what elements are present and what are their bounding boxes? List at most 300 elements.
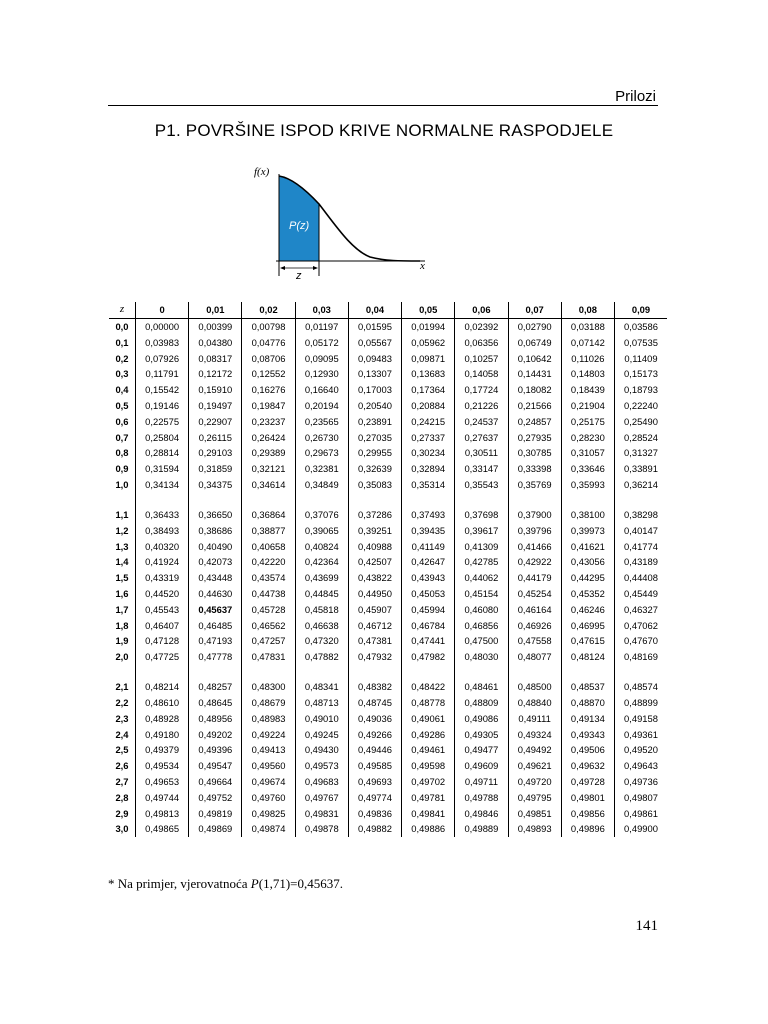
table-cell: 0,38100 [561, 493, 614, 523]
table-row [109, 602, 667, 618]
table-cell: 0,15542 [136, 382, 189, 398]
table-cell: 0,36864 [242, 493, 295, 523]
table-body [109, 319, 667, 838]
row-z-label: 0,6 [115, 415, 129, 427]
table-cell: 0,05567 [348, 335, 401, 351]
table-cell: 0,41621 [561, 539, 614, 555]
table-cell: 0,45449 [614, 586, 667, 602]
table-cell: 0,48382 [348, 665, 401, 695]
table-cell: 0,06749 [508, 335, 561, 351]
table-cell: 0,47193 [189, 633, 242, 649]
table-cell: 0,46712 [348, 618, 401, 634]
table-row [109, 618, 667, 634]
table-cell: 0,33646 [561, 461, 614, 477]
table-cell: 0,48899 [614, 695, 667, 711]
table-cell: 0,43699 [295, 570, 348, 586]
table-cell: 0,48257 [189, 665, 242, 695]
table-cell: 0,49856 [561, 806, 614, 822]
table-cell: 0,48809 [455, 695, 508, 711]
table-cell: 0,36650 [189, 493, 242, 523]
table-cell: 0,32381 [295, 461, 348, 477]
column-header: 0,04 [348, 302, 401, 319]
table-cell: 0,49886 [402, 821, 455, 837]
table-cell: 0,17724 [455, 382, 508, 398]
footnote-prefix: * Na primjer, vjerovatnoća [108, 876, 251, 891]
table-cell: 0,34134 [136, 477, 189, 493]
header-section-label: Prilozi [615, 88, 656, 105]
table-cell: 0,44845 [295, 586, 348, 602]
table-row [109, 523, 667, 539]
table-cell: 0,16276 [242, 382, 295, 398]
footnote-suffix: (1,71)=0,45637. [258, 876, 343, 891]
table-cell: 0,49086 [455, 711, 508, 727]
table-cell: 0,42073 [189, 554, 242, 570]
table-cell: 0,46926 [508, 618, 561, 634]
table-cell: 0,46562 [242, 618, 295, 634]
table-cell: 0,46407 [136, 618, 189, 634]
table-cell: 0,13683 [402, 366, 455, 382]
table-cell: 0,49760 [242, 790, 295, 806]
table-cell: 0,39796 [508, 523, 561, 539]
table-cell: 0,23565 [295, 414, 348, 430]
table-cell: 0,49825 [242, 806, 295, 822]
table-cell: 0,39617 [455, 523, 508, 539]
table-cell: 0,44295 [561, 570, 614, 586]
z-column-header: z [109, 302, 136, 319]
table-cell: 0,43189 [614, 554, 667, 570]
table-cell: 0,47882 [295, 649, 348, 665]
table-cell: 0,28524 [614, 430, 667, 446]
table-cell: 0,47500 [455, 633, 508, 649]
table-cell: 0,48870 [561, 695, 614, 711]
normal-distribution-table [109, 302, 667, 837]
table-cell: 0,25490 [614, 414, 667, 430]
table-row [109, 539, 667, 555]
table-cell: 0,36433 [136, 493, 189, 523]
table-cell: 0,42364 [295, 554, 348, 570]
table-cell: 0,21904 [561, 398, 614, 414]
table-cell: 0,48500 [508, 665, 561, 695]
table-cell: 0,35083 [348, 477, 401, 493]
table-cell: 0,49693 [348, 774, 401, 790]
table-cell: 0,49893 [508, 821, 561, 837]
table-cell: 0,49683 [295, 774, 348, 790]
table-cell: 0,12930 [295, 366, 348, 382]
row-z-label: 2,6 [115, 760, 129, 772]
table-row [109, 445, 667, 461]
y-axis-label: f(x) [254, 166, 270, 178]
table-cell: 0,48422 [402, 665, 455, 695]
table-cell: 0,48574 [614, 665, 667, 695]
table-cell: 0,08706 [242, 351, 295, 367]
table-cell: 0,47982 [402, 649, 455, 665]
table-cell: 0,40658 [242, 539, 295, 555]
table-cell: 0,07142 [561, 335, 614, 351]
table-cell: 0,45543 [136, 602, 189, 618]
table-cell: 0,27035 [348, 430, 401, 446]
column-header: 0,01 [189, 302, 242, 319]
table-cell: 0,48983 [242, 711, 295, 727]
table-cell: 0,20194 [295, 398, 348, 414]
table-row [109, 821, 667, 837]
table-cell: 0,46080 [455, 602, 508, 618]
shaded-area-pz [279, 176, 319, 261]
page-title: P1. POVRŠINE ISPOD KRIVE NORMALNE RASPODJELE [154, 121, 614, 140]
table-cell: 0,07535 [614, 335, 667, 351]
table-cell: 0,00798 [242, 319, 295, 335]
table-cell: 0,49744 [136, 790, 189, 806]
table-cell: 0,08317 [189, 351, 242, 367]
table-cell: 0,49781 [402, 790, 455, 806]
table-cell: 0,49134 [561, 711, 614, 727]
table-cell: 0,04380 [189, 335, 242, 351]
column-header: 0,09 [614, 302, 667, 319]
table-cell: 0,49795 [508, 790, 561, 806]
table-cell: 0,25804 [136, 430, 189, 446]
table-cell: 0,49865 [136, 821, 189, 837]
table-row [109, 477, 667, 493]
table-cell: 0,37493 [402, 493, 455, 523]
table-cell: 0,03983 [136, 335, 189, 351]
table-cell: 0,49869 [189, 821, 242, 837]
table-cell: 0,49430 [295, 742, 348, 758]
table-cell: 0,49245 [295, 727, 348, 743]
table-cell: 0,26115 [189, 430, 242, 446]
table-cell: 0,45254 [508, 586, 561, 602]
table-cell: 0,49396 [189, 742, 242, 758]
table-cell: 0,48713 [295, 695, 348, 711]
table-cell: 0,42785 [455, 554, 508, 570]
table-cell: 0,49202 [189, 727, 242, 743]
table-cell: 0,49446 [348, 742, 401, 758]
table-cell: 0,34849 [295, 477, 348, 493]
footnote-symbol: P [250, 876, 259, 891]
table-cell: 0,47128 [136, 633, 189, 649]
row-z-label: 0,1 [115, 336, 129, 348]
table-cell: 0,48645 [189, 695, 242, 711]
table-cell: 0,07926 [136, 351, 189, 367]
table-cell: 0,49632 [561, 758, 614, 774]
table-cell: 0,49664 [189, 774, 242, 790]
table-cell: 0,49534 [136, 758, 189, 774]
table-cell: 0,24215 [402, 414, 455, 430]
table-row [109, 493, 667, 523]
table-cell: 0,35314 [402, 477, 455, 493]
table-cell: 0,49379 [136, 742, 189, 758]
table-cell: 0,48610 [136, 695, 189, 711]
table-cell: 0,49305 [455, 727, 508, 743]
table-cell: 0,47558 [508, 633, 561, 649]
table-cell: 0,48840 [508, 695, 561, 711]
table-row [109, 366, 667, 382]
row-z-label: 3,0 [115, 823, 129, 835]
table-cell: 0,27637 [455, 430, 508, 446]
table-cell: 0,33891 [614, 461, 667, 477]
table-cell: 0,10642 [508, 351, 561, 367]
table-cell: 0,14803 [561, 366, 614, 382]
table-cell: 0,34614 [242, 477, 295, 493]
table-cell: 0,49896 [561, 821, 614, 837]
arrowhead-left-icon [280, 266, 285, 270]
table-cell: 0,36214 [614, 477, 667, 493]
table-cell: 0,47441 [402, 633, 455, 649]
table-cell: 0,47062 [614, 618, 667, 634]
table-cell: 0,49266 [348, 727, 401, 743]
table-cell: 0,48745 [348, 695, 401, 711]
table-cell: 0,49878 [295, 821, 348, 837]
row-z-label: 2,7 [115, 775, 129, 787]
table-cell: 0,39973 [561, 523, 614, 539]
table-cell: 0,00000 [136, 319, 189, 335]
row-z-label: 2,2 [115, 696, 129, 708]
table-cell: 0,47381 [348, 633, 401, 649]
column-header: 0,06 [455, 302, 508, 319]
table-cell: 0,49846 [455, 806, 508, 822]
row-z-label: 0,5 [115, 399, 129, 411]
table-cell: 0,49547 [189, 758, 242, 774]
table-cell: 0,38686 [189, 523, 242, 539]
table-cell: 0,19497 [189, 398, 242, 414]
table-cell: 0,49861 [614, 806, 667, 822]
table-cell: 0,43943 [402, 570, 455, 586]
table-cell: 0,31859 [189, 461, 242, 477]
header-rule [108, 105, 658, 106]
table-cell: 0,22907 [189, 414, 242, 430]
table-cell: 0,15173 [614, 366, 667, 382]
table-cell: 0,40988 [348, 539, 401, 555]
table-cell: 0,40320 [136, 539, 189, 555]
row-z-label: 2,0 [115, 651, 129, 663]
table-cell: 0,45728 [242, 602, 295, 618]
table-cell: 0,02392 [455, 319, 508, 335]
table-cell: 0,44062 [455, 570, 508, 586]
table-cell: 0,13307 [348, 366, 401, 382]
column-header: 0,08 [561, 302, 614, 319]
table-cell: 0,30785 [508, 445, 561, 461]
table-cell: 0,42922 [508, 554, 561, 570]
table-cell: 0,35993 [561, 477, 614, 493]
table-cell: 0,48679 [242, 695, 295, 711]
table-cell: 0,49807 [614, 790, 667, 806]
table-cell: 0,35769 [508, 477, 561, 493]
table-cell: 0,42647 [402, 554, 455, 570]
table-cell: 0,31594 [136, 461, 189, 477]
table-cell: 0,24857 [508, 414, 561, 430]
table-cell: 0,49477 [455, 742, 508, 758]
table-cell: 0,43574 [242, 570, 295, 586]
table-cell: 0,44179 [508, 570, 561, 586]
z-label: z [296, 270, 302, 282]
table-cell: 0,39435 [402, 523, 455, 539]
table-cell: 0,12552 [242, 366, 295, 382]
table-cell: 0,47320 [295, 633, 348, 649]
table-cell: 0,49361 [614, 727, 667, 743]
table-cell: 0,46995 [561, 618, 614, 634]
table-cell: 0,49851 [508, 806, 561, 822]
table-cell: 0,49180 [136, 727, 189, 743]
table-cell: 0,49061 [402, 711, 455, 727]
table-cell: 0,03586 [614, 319, 667, 335]
table-row [109, 711, 667, 727]
table-cell: 0,11791 [136, 366, 189, 382]
row-z-label: 2,9 [115, 807, 129, 819]
table-cell: 0,11026 [561, 351, 614, 367]
table-cell: 0,41466 [508, 539, 561, 555]
table-cell: 0,49874 [242, 821, 295, 837]
table-cell: 0,43319 [136, 570, 189, 586]
table-cell: 0,44630 [189, 586, 242, 602]
table-cell: 0,49324 [508, 727, 561, 743]
table-cell: 0,49413 [242, 742, 295, 758]
table-cell: 0,27935 [508, 430, 561, 446]
table-cell: 0,28230 [561, 430, 614, 446]
column-header: 0,07 [508, 302, 561, 319]
table-cell: 0,43056 [561, 554, 614, 570]
table-cell: 0,49831 [295, 806, 348, 822]
table-cell: 0,48956 [189, 711, 242, 727]
table-cell: 0,49461 [402, 742, 455, 758]
row-z-label: 1,8 [115, 619, 129, 631]
table-cell: 0,35543 [455, 477, 508, 493]
table-cell: 0,21566 [508, 398, 561, 414]
table-row [109, 758, 667, 774]
table-cell: 0,45818 [295, 602, 348, 618]
table-row [109, 554, 667, 570]
table-cell: 0,05962 [402, 335, 455, 351]
table-cell: 0,46856 [455, 618, 508, 634]
table-cell: 0,48537 [561, 665, 614, 695]
table-cell: 0,41924 [136, 554, 189, 570]
table-cell: 0,49560 [242, 758, 295, 774]
table-cell: 0,49506 [561, 742, 614, 758]
table-cell: 0,23237 [242, 414, 295, 430]
table-cell: 0,03188 [561, 319, 614, 335]
table-cell: 0,40824 [295, 539, 348, 555]
table-cell: 0,49492 [508, 742, 561, 758]
table-cell: 0,09871 [402, 351, 455, 367]
row-z-label: 0,7 [115, 431, 129, 443]
table-row [109, 649, 667, 665]
table-row [109, 742, 667, 758]
table-cell: 0,46327 [614, 602, 667, 618]
table-cell: 0,41149 [402, 539, 455, 555]
table-cell: 0,04776 [242, 335, 295, 351]
table-cell: 0,40490 [189, 539, 242, 555]
table-cell: 0,49836 [348, 806, 401, 822]
footnote [108, 876, 343, 892]
table-cell: 0,29673 [295, 445, 348, 461]
table-cell: 0,10257 [455, 351, 508, 367]
table-cell: 0,48461 [455, 665, 508, 695]
table-cell: 0,46246 [561, 602, 614, 618]
table-cell: 0,02790 [508, 319, 561, 335]
table-cell: 0,18793 [614, 382, 667, 398]
table-cell: 0,49111 [508, 711, 561, 727]
table-row [109, 570, 667, 586]
row-z-label: 1,6 [115, 587, 129, 599]
table-cell: 0,47615 [561, 633, 614, 649]
table-cell: 0,49720 [508, 774, 561, 790]
row-z-label: 2,4 [115, 728, 129, 740]
table-cell: 0,48778 [402, 695, 455, 711]
table-cell: 0,49158 [614, 711, 667, 727]
table-row [109, 727, 667, 743]
table-cell: 0,09095 [295, 351, 348, 367]
table-cell: 0,48341 [295, 665, 348, 695]
table-cell: 0,49788 [455, 790, 508, 806]
table-cell: 0,06356 [455, 335, 508, 351]
table-cell: 0,32639 [348, 461, 401, 477]
table-cell: 0,11409 [614, 351, 667, 367]
table-cell: 0,49801 [561, 790, 614, 806]
row-z-label: 0,2 [115, 352, 129, 364]
table-cell: 0,01197 [295, 319, 348, 335]
row-z-label: 2,8 [115, 791, 129, 803]
row-z-label: 0,0 [115, 321, 129, 332]
table-cell: 0,45907 [348, 602, 401, 618]
table-cell: 0,45154 [455, 586, 508, 602]
table-cell: 0,49819 [189, 806, 242, 822]
row-z-label: 1,2 [115, 524, 129, 536]
table-cell: 0,44738 [242, 586, 295, 602]
table-cell: 0,26730 [295, 430, 348, 446]
table-cell: 0,43822 [348, 570, 401, 586]
table-cell: 0,49010 [295, 711, 348, 727]
table-cell: 0,46485 [189, 618, 242, 634]
table-cell: 0,48928 [136, 711, 189, 727]
table-row [109, 351, 667, 367]
table-cell: 0,49224 [242, 727, 295, 743]
table-cell: 0,27337 [402, 430, 455, 446]
table-cell: 0,32894 [402, 461, 455, 477]
table-cell: 0,49674 [242, 774, 295, 790]
table-cell: 0,16640 [295, 382, 348, 398]
table-cell: 0,49621 [508, 758, 561, 774]
table-cell: 0,49286 [402, 727, 455, 743]
table-cell: 0,49889 [455, 821, 508, 837]
table-cell: 0,20540 [348, 398, 401, 414]
table-cell: 0,37076 [295, 493, 348, 523]
table-row [109, 586, 667, 602]
table-cell: 0,39251 [348, 523, 401, 539]
table-cell: 0,49609 [455, 758, 508, 774]
table-cell: 0,29389 [242, 445, 295, 461]
table-cell: 0,49841 [402, 806, 455, 822]
table-cell: 0,49653 [136, 774, 189, 790]
table-cell: 0,30511 [455, 445, 508, 461]
table-cell: 0,45637 [189, 602, 242, 618]
table-row [109, 790, 667, 806]
table-cell: 0,18439 [561, 382, 614, 398]
table-cell: 0,22575 [136, 414, 189, 430]
table-row [109, 774, 667, 790]
table-cell: 0,17364 [402, 382, 455, 398]
table-cell: 0,24537 [455, 414, 508, 430]
table-cell: 0,40147 [614, 523, 667, 539]
table-cell: 0,31057 [561, 445, 614, 461]
table-cell: 0,25175 [561, 414, 614, 430]
table-cell: 0,49036 [348, 711, 401, 727]
row-z-label: 1,0 [115, 478, 129, 490]
table-cell: 0,38493 [136, 523, 189, 539]
table-cell: 0,37286 [348, 493, 401, 523]
table-row [109, 461, 667, 477]
table-cell: 0,49900 [614, 821, 667, 837]
column-header: 0,03 [295, 302, 348, 319]
table-cell: 0,49774 [348, 790, 401, 806]
table-cell: 0,33398 [508, 461, 561, 477]
table-cell: 0,32121 [242, 461, 295, 477]
